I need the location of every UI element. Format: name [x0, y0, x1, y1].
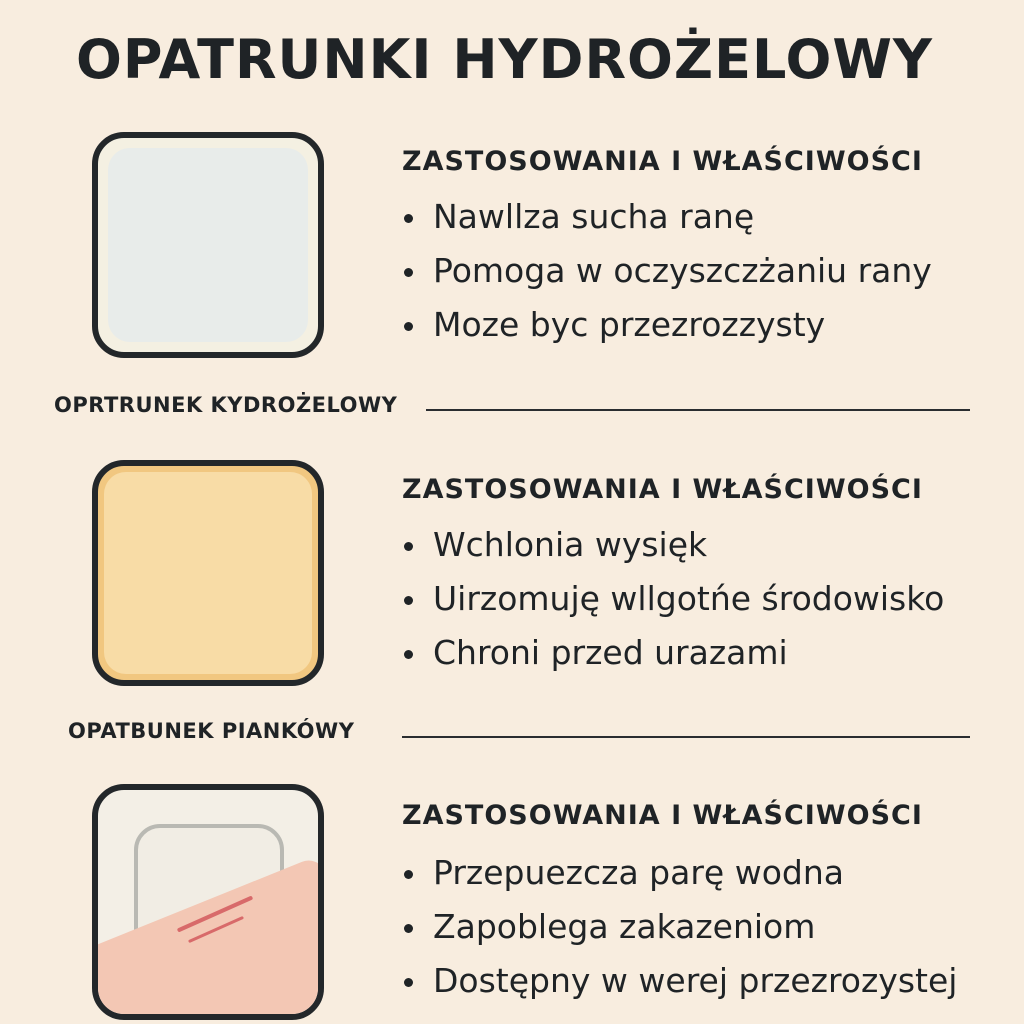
section-3-heading: ZASTOSOWANIA I WŁAŚCIWOŚCI	[402, 800, 923, 831]
section-2-heading: ZASTOSOWANIA I WŁAŚCIWOŚCI	[402, 474, 923, 505]
section-2-divider	[402, 736, 970, 738]
section-2-caption: OPATBUNEK PIANKÓWY	[68, 719, 355, 743]
skin-illustration	[92, 855, 324, 1020]
hydrogel-dressing-swatch	[92, 132, 324, 358]
list-item: Uirzomuję wllgotńe środowisko	[402, 572, 944, 626]
section-2-list	[402, 518, 944, 680]
film-dressing-swatch	[92, 784, 324, 1020]
foam-pad	[104, 472, 312, 674]
section-1-caption: OPRTRUNEK KYDROŻELOWY	[54, 393, 398, 417]
film-pad	[134, 824, 284, 980]
section-1-heading: ZASTOSOWANIA I WŁAŚCIWOŚCI	[402, 146, 923, 177]
list-item: Wchlonia wysięk	[402, 518, 944, 572]
list-item: Przepuezcza parę wodna	[402, 846, 957, 900]
list-item: Chroni przed urazami	[402, 626, 944, 680]
foam-dressing-swatch	[92, 460, 324, 686]
section-1-divider	[426, 409, 970, 411]
list-item: Nawllza sucha ranę	[402, 190, 932, 244]
section-3-list	[402, 846, 957, 1008]
list-item: Moze byc przezrozzysty	[402, 298, 932, 352]
list-item: Pomoga w oczyszczżaniu rany	[402, 244, 932, 298]
hydrogel-pad	[108, 148, 308, 342]
page-title: OPATRUNKI HYDROŻELOWY	[76, 28, 934, 91]
section-1-list	[402, 190, 932, 352]
list-item: Zapoblega zakazeniom	[402, 900, 957, 954]
list-item: Dostępny w werej przezrozystej	[402, 954, 957, 1008]
